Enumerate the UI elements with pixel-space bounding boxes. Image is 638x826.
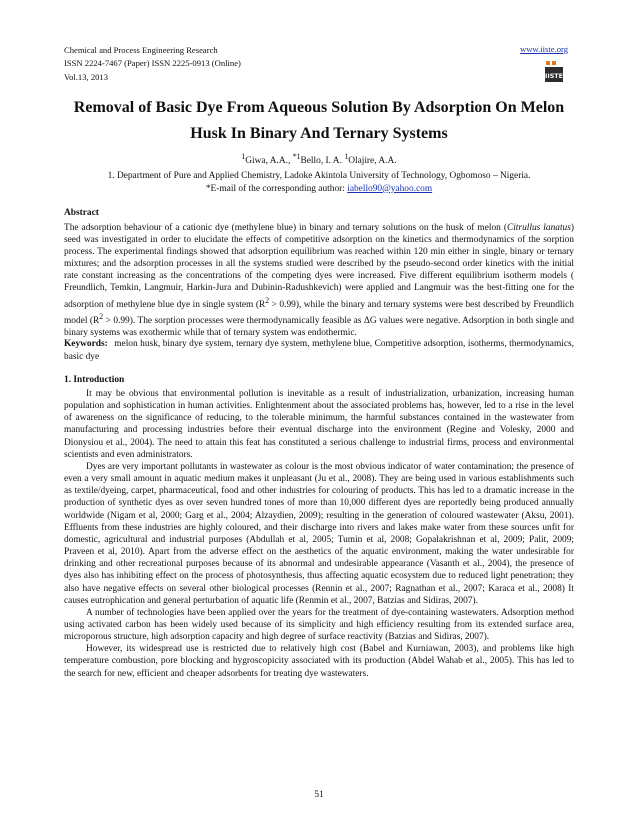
journal-volume: Vol.13, 2013 [64,71,109,82]
logo-text: IISTE [544,72,564,80]
paragraph: It may be obvious that environmental pollution is inevitable as a result of industrialization, urbanization, increasing human population and sophistication in human activities. Enlightenment about the associated problems has, however, led to a rise in the level of awareness on the significance of reducing, to the tolerable minimum, the harmful substances contained in the wastewater from manufacturing and processing industries before their eventual discharge into the environment (Regine and Volesky, 2000 and Dionysiou et al., 2004). The need to attain this feat has constituted a serious challenge to industrial firms, process and environmental scientists and even administrators. [64,389,574,460]
journal-name: Chemical and Process Engineering Research [64,45,218,55]
journal-header [64,44,241,84]
affiliation: 1. Department of Pure and Applied Chemistry, Ladoke Akintola University of Technology, Ogbomoso – Nigeria. [107,171,531,181]
journal-issn: ISSN 2224-7467 (Paper) ISSN 2225-0913 (Online) [64,58,241,69]
keywords-label: Keywords: [64,339,108,349]
keywords-text: melon husk, binary dye system, ternary dye system, methylene blue, Competitive adsorption, isotherms, thermodynamics, basic dye [64,339,574,362]
section-heading-introduction: 1. Introduction [64,375,125,385]
page-number: 51 [314,790,324,800]
paper-title: Removal of Basic Dye From Aqueous Solution By Adsorption On Melon Husk In Binary And Ternary Systems [73,99,565,142]
corresponding-email-line [64,183,574,196]
abstract-heading: Abstract [64,208,99,218]
email-prefix: *E-mail of the corresponding author: [205,183,348,194]
paragraph: A number of technologies have been applied over the years for the treatment of dye-containing wastewaters. Adsorption method using activated carbon has been widely used because of its simplicity and high efficiency resulting from its extended surface area, microporous structure, high adsorption capacity and high degree of surface reactivity (Batzias and Sidiras, 2007). [64,607,574,643]
affiliation-block [64,170,574,196]
author-list: $^1$Giwa, A.A., $^{*1}$Bello, I. A. $^1$Olajire, A.A. [241,152,397,167]
paragraph: However, its widespread use is restricted due to relatively high cost (Babel and Kurniawan, 2003), and problems like high temperature combustion, pore blocking and hygroscopicity associated with its production (Abdel Wahab et al., 2005). This has led to the search for new, efficient and cheaper adsorbents for treating dye wastewaters. [64,644,574,679]
introduction-body [64,388,574,680]
iiste-logo [544,61,564,83]
abstract-text: The adsorption behaviour of a cationic dye (methylene blue) in binary and ternary solutions on the husk of melon (Citrullus lanatus) seed was investigated in order to elucidate the effects of competitive adsorption on the kinetics and thermodynamics of the sorption process. The experimental findings showed that adsorption equilibrium was reached within 120 min either in single, binary or ternary mixtures; and the adsorption processes in all the systems studied were described by the pseudo-second order kinetics with the initial rate constant increasing as the concentrations of the competing dyes were increased. Five different equilibrium isotherm models ( Freundlich, Temkin, Langmuir, Harkin-Jura and Dubinin-Radushkevich) were applied and Langmuir was the best-fitting one for the adsorption of methylene blue dye in single system $(R^2 > 0.99)$, while the binary and ternary systems were best described by Freundlich model $(R^2 > 0.99)$. The sorption processes were thermodynamically feasible as ΔG values were negative. Adsorption in both single and binary systems was exothermic while that of ternary system was endothermic. [64,223,575,338]
paragraph: Dyes are very important pollutants in wastewater as colour is the most obvious indicator of water contamination; the presence of even a very small amount in aquatic medium makes it unpleasant (Ju et al., 2008). They are being used in various establishments such as textile/dyeing, carpet, pharmaceutical, food and other industries for colouring of products. This has led to a dramatic increase in the production of synthetic dyes as over seven hundred tones of more than 10,000 different dyes are reportedly being produced annually worldwide (Nigam et al, 2000; Garg et al., 2004; Alzaydien, 2009); resulting in the generation of coloured wastewater (Aksu, 2001). Effluents from these industries are highly coloured, and their discharge into rivers and lakes make water from these sources unfit for domestic, agricultural and industrial purposes (Abdullah et al, 2005; Tumin et al, 2008; Gopalakrishnan et al, 2009; Palit, 2009; Praveen et al, 2010). Apart from the adverse effect on the aesthetics of the aquatic environment, making the water undesirable for drinking and other recreational purposes because of its abnormal and undesirable appearance (Vasanth et al., 2004), the presence of dyes also has inhibiting effect on the process of photosynthesis, thus affecting aquatic ecosystem due to reduced light penetration; they also have negative effects on several other biological processes (Rennin et al., 2007; Ragnathan et al., 2007; Karaca et al., 2008) It causes eutrophication and general perturbation of aquatic life (Renmin et al., 2007, Batzias and Sidiras, 2007). [64,461,574,606]
keywords-line [64,338,574,363]
email-link[interactable]: iabello90@yahoo.com [347,183,433,194]
journal-url-link[interactable]: www.iiste.org [520,44,568,54]
